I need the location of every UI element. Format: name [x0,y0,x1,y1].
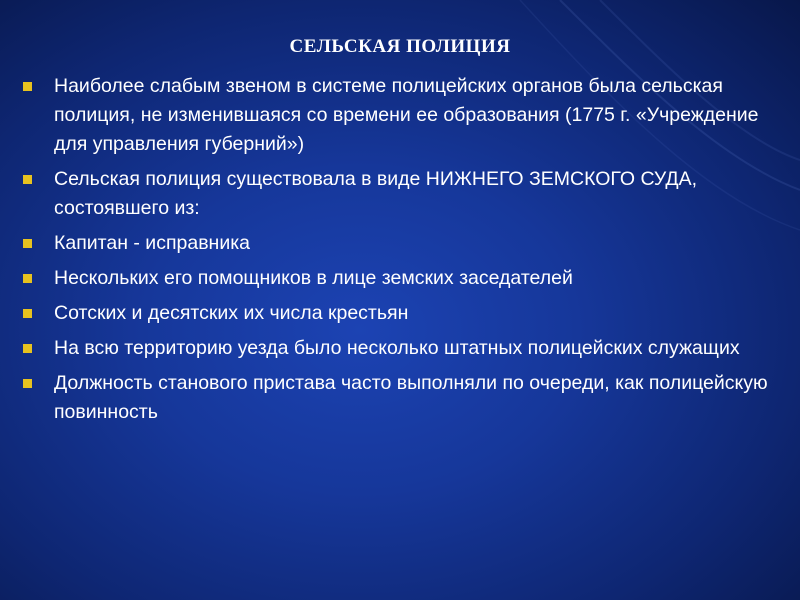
list-item [20,369,780,427]
list-item-text: Должность станового пристава часто выполняли по очереди, как полицейскую повинность [54,372,768,423]
list-item-text: Наиболее слабым звеном в системе полицейских органов была сельская полиция, не изменившаяся со времени ее образования (1775 г. «Учреждение для управления губерний») [54,75,759,155]
square-bullet-icon [23,82,32,91]
list-item [20,334,780,363]
list-item [20,299,780,328]
list-item-text: Нескольких его помощников в лице земских заседателей [54,267,573,289]
list-item-text: Сотских и десятских их числа крестьян [54,302,409,324]
list-item [20,72,780,159]
square-bullet-icon [23,379,32,388]
square-bullet-icon [23,344,32,353]
square-bullet-icon [23,309,32,318]
list-item [20,229,780,258]
slide-title: СЕЛЬСКАЯ ПОЛИЦИЯ [289,36,511,57]
list-item-text: Капитан - исправника [54,232,251,254]
list-item [20,165,780,223]
list-item-text: На всю территорию уезда было несколько штатных полицейских служащих [54,337,740,359]
square-bullet-icon [23,175,32,184]
bullet-list [20,72,780,433]
square-bullet-icon [23,274,32,283]
list-item [20,264,780,293]
square-bullet-icon [23,239,32,248]
list-item-text: Сельская полиция существовала в виде НИЖНЕГО ЗЕМСКОГО СУДА, состоявшего из: [54,168,698,219]
